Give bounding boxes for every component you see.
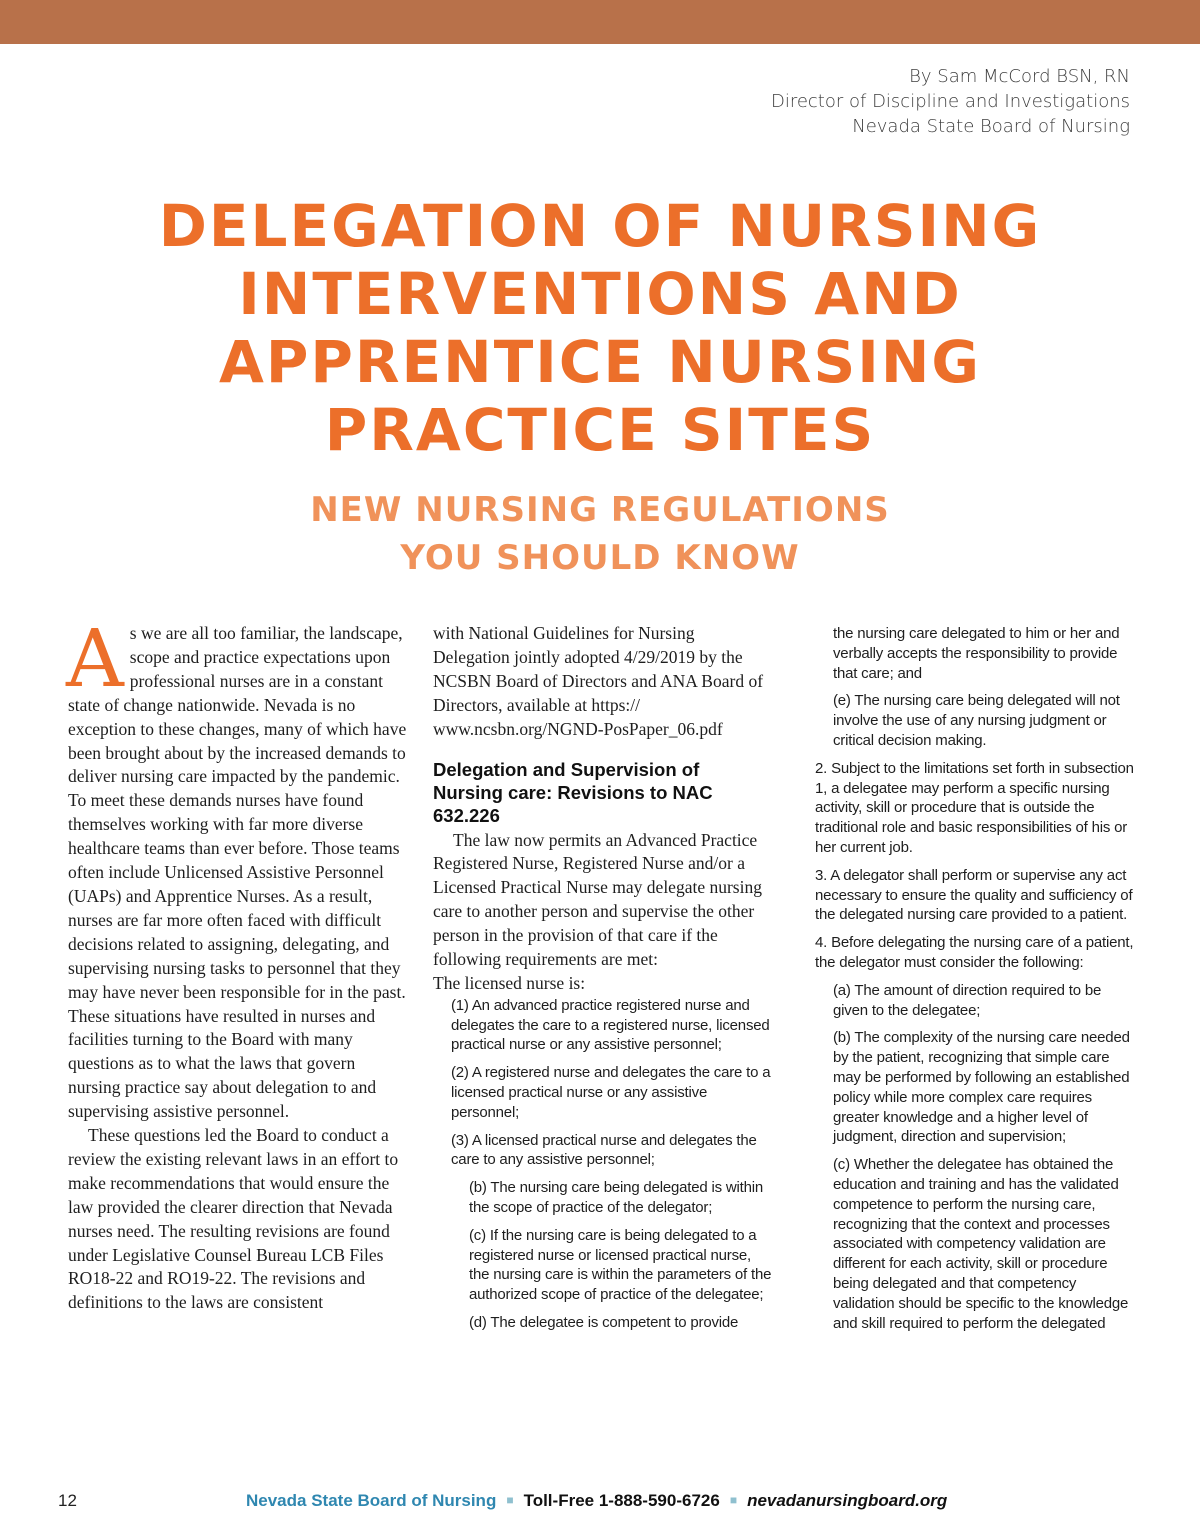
paragraph-2: These questions led the Board to conduct a review the existing relevant laws in an effort to make recommendations that would ensure the law provided the clearer direction that Nevada nurses need. The resulting revisions are found under Legislative Counsel Bureau LCB Files RO18-22 and RO19-22. The revisions and definitions to the laws are consistent xyxy=(68,1125,399,1313)
subtitle-line-2: YOU SHOULD KNOW xyxy=(400,538,800,578)
list-item: (3) A licensed practical nurse and delegates the care to any assistive personnel; xyxy=(451,1131,757,1169)
drop-cap: A xyxy=(66,612,124,705)
footer-separator: ■ xyxy=(729,1493,738,1507)
intro-text: s we are all too familiar, the landscape, scope and practice expectations upon professional nurses are in a constant state of change nationwide. Nevada is no exception to these changes, many of which have been brought about by the increased demands to deliver nursing care impacted by the pandemic. To meet these demands nurses have found themselves working with far more diverse healthcare teams than ever before. Those teams often include Unlicensed Assistive Personnel (UAPs) and Apprentice Nurses. As a result, nurses are far more often faced with difficult decisions related to assigning, delegating, and supervising nursing tasks to personnel that they may have never been responsible for in the past. These situations have resulted in nurses and facilities turning to the Board with many questions as to what the laws that govern nursing practice say about delegation to and supervising assistive personnel. xyxy=(68,623,407,1122)
list-item: (2) A registered nurse and delegates the care to a licensed practical nurse or any assistive personnel; xyxy=(451,1064,771,1121)
paragraph-2-continued: with National Guidelines for Nursing Delegation jointly adopted 4/29/2019 by the NCSBN Board of Directors and ANA Board of Directors, available at https:// www.ncsbn.org/NGND-PosPaper_06.pdf xyxy=(433,623,764,739)
article-title xyxy=(60,192,1140,464)
intro-paragraph xyxy=(66,612,408,1124)
page-number: 12 xyxy=(58,1491,77,1510)
list-item: (d) The delegatee is competent to provide xyxy=(469,1314,739,1332)
byline-org: Nevada State Board of Nursing xyxy=(852,116,1130,137)
page-footer xyxy=(0,1488,1200,1518)
list-item: (a) The amount of direction required to be given to the delegatee; xyxy=(833,981,1102,1019)
top-banner-bar xyxy=(0,0,1200,44)
paragraph-3: The law now permits an Advanced Practice Registered Nurse, Registered Nurse and/or a Licensed Practical Nurse may delegate nursing care to another person and supervise the other person in the provision of that care if the following requirements are met: xyxy=(433,829,762,970)
title-line-1: DELEGATION OF NURSING xyxy=(158,192,1042,260)
title-line-2: INTERVENTIONS AND xyxy=(238,260,962,328)
column-1 xyxy=(66,612,408,1315)
subsection-2: 2. Subject to the limitations set forth in subsection 1, a delegatee may perform a specific nursing activity, skill or procedure that is outside the traditional role and basic responsibilities of his or her current job. xyxy=(815,759,1134,856)
column-3 xyxy=(815,624,1135,1341)
list-item: (c) Whether the delegatee has obtained the education and training and has the validated competence to perform the nursing care, recognizing that the context and processes associated with competency validation are different for each activity, skill or procedure being delegated and that competency validation should be specific to the knowledge and skill required to perform the delegated xyxy=(833,1156,1129,1332)
subsection-3: 3. A delegator shall perform or supervise any act necessary to ensure the quality and sufficiency of the delegated nursing care provided to a patient. xyxy=(815,866,1133,924)
list-item: the nursing care delegated to him or her and verbally accepts the responsibility to provide that care; and xyxy=(833,625,1120,682)
list-item: (b) The nursing care being delegated is within the scope of practice of the delegator; xyxy=(469,1179,764,1217)
byline-author: By Sam McCord BSN, RN xyxy=(909,66,1130,87)
list-item: (b) The complexity of the nursing care needed by the patient, recognizing that simple care may be performed by following an established policy while more complex care requires greater knowledge and a higher level of judgment, direction and supervision; xyxy=(833,1029,1130,1146)
footer-toll-free: Toll-Free 1-888-590-6726 xyxy=(523,1491,720,1510)
column-2 xyxy=(433,622,773,1341)
footer-org-name: Nevada State Board of Nursing xyxy=(246,1491,497,1510)
footer-separator: ■ xyxy=(506,1493,514,1507)
title-line-4: PRACTICE SITES xyxy=(324,396,876,464)
byline xyxy=(771,64,1130,139)
section-heading: Delegation and Supervision of Nursing care: Revisions to NAC 632.226 xyxy=(433,758,713,826)
list-item: (c) If the nursing care is being delegated to a registered nurse or licensed practical nurse, the nursing care is within the parameters of the authorized scope of practice of the delegatee; xyxy=(469,1226,772,1304)
title-line-3: APPRENTICE NURSING xyxy=(218,328,982,396)
subtitle-line-1: NEW NURSING REGULATIONS xyxy=(310,490,890,530)
subsection-4: 4. Before delegating the nursing care of a patient, the delegator must consider the following: xyxy=(815,934,1134,971)
requirements-list xyxy=(433,996,773,1333)
article-subtitle xyxy=(60,486,1140,582)
footer-line xyxy=(246,1491,947,1511)
list-item: (e) The nursing care being delegated will not involve the use of any nursing judgment or critical decision making. xyxy=(833,692,1120,749)
licensed-nurse-intro: The licensed nurse is: xyxy=(433,972,586,993)
byline-role: Director of Discipline and Investigations xyxy=(770,91,1130,112)
list-item: (1) An advanced practice registered nurse and delegates the care to a registered nurse, licensed practical nurse or any assistive personnel; xyxy=(451,996,770,1054)
footer-website-link[interactable]: nevadanursingboard.org xyxy=(747,1491,948,1510)
